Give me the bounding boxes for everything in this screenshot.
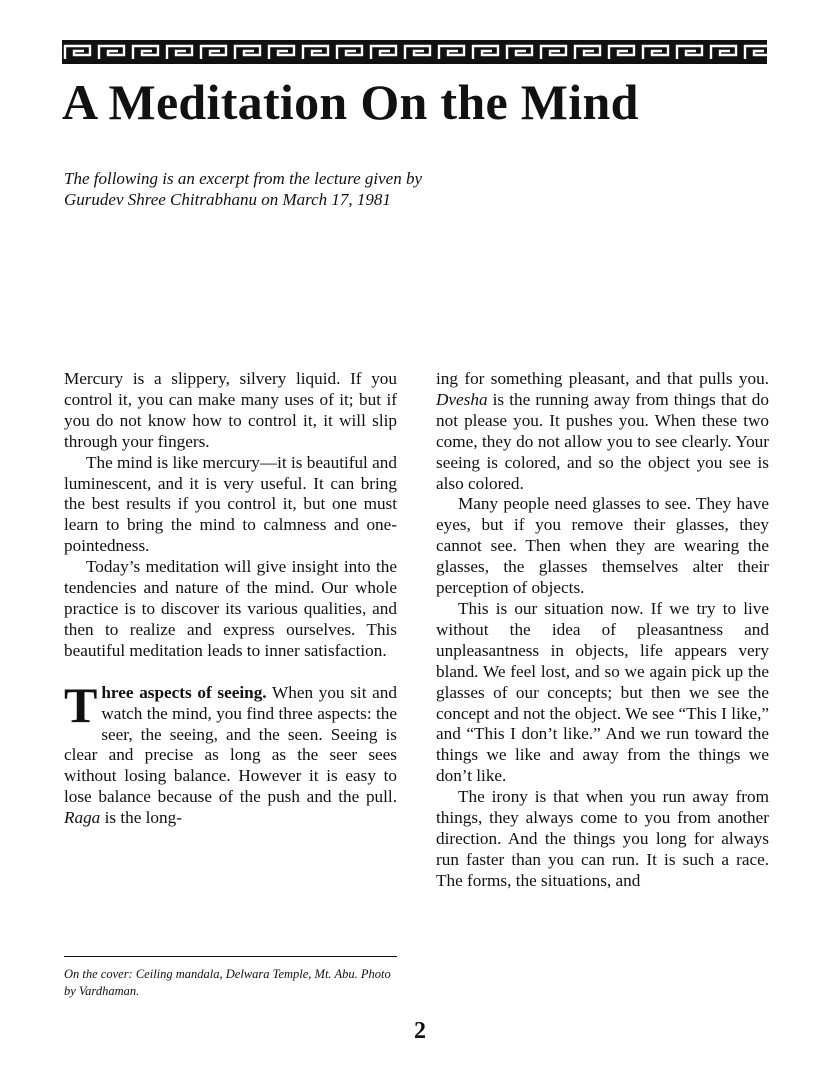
paragraph: The irony is that when you run away from things, they always come to you from another direction. And the things you long for always run faster than you can run. It is such a race. The forms, the situations, and: [436, 787, 769, 890]
section-text: When you sit and watch the mind, you find three aspects: the seer, the seeing, and the seen. Seeing is clear and precise as long as the seer sees without losing balance. However it is easy to lose balance because of the push and the pull.: [64, 682, 397, 807]
page-number: 2: [414, 1018, 426, 1044]
paragraph: Mercury is a slippery, silvery liquid. If you control it, you can make many uses of it; but if you do not know how to control it, it will slip through your fingers.: [64, 369, 397, 451]
paragraph: This is our situation now. If we try to live without the idea of pleasantness and unpleasantness in objects, life appears very bland. We feel lost, and so we again pick up the glasses of our concepts; but then we see the concept and not the object. We see “This I like,” and “This I don’t like.” And we run toward the things we like and away from the things we don’t like.: [436, 598, 769, 786]
greek-key-pattern: [62, 40, 767, 64]
paragraph-end: is the running away from things that do not please you. It pushes you. When these two come, they do not allow you to see clearly. Your seeing is colored, and so the object you see is also colored.: [436, 389, 769, 493]
paragraph: Today’s meditation will give insight into the tendencies and nature of the mind. Our whole practice is to discover its various qualities, and then to realize and express ourselves. This beautiful meditation leads to inner satisfaction.: [64, 557, 397, 660]
cover-caption: On the cover: Ceiling mandala, Delwara Temple, Mt. Abu. Photo by Vardhaman.: [64, 967, 391, 998]
section-spacer: [64, 662, 397, 683]
caption-rule: [64, 956, 397, 957]
paragraph: Many people need glasses to see. They have eyes, but if you remove their glasses, they cannot see. Then when they are wearing the glasses, the glasses themselves alter their perception of objects.: [436, 494, 769, 598]
article-title: A Meditation On the Mind: [62, 74, 639, 130]
drop-cap: T: [64, 676, 98, 733]
italic-term: Dvesha: [436, 389, 488, 409]
paragraph: The mind is like mercury—it is beautiful and luminescent, and it is very useful. It can bring the best results if you control it, but one must learn to bring the mind to calmness and one-pointedness.: [64, 452, 397, 556]
paragraph: [436, 369, 769, 494]
section-heading: hree aspects of seeing.: [101, 682, 267, 702]
section-text-end: is the long-: [100, 808, 182, 828]
italic-term: Raga: [64, 808, 101, 828]
intro-note: The following is an excerpt from the lecture given by Gurudev Shree Chitrabhanu on March 17, 1981: [64, 169, 423, 209]
right-column: [436, 369, 769, 892]
left-column: [64, 369, 397, 829]
section-paragraph: [64, 676, 397, 829]
paragraph-start: ing for something pleasant, and that pulls you.: [436, 369, 769, 388]
greek-key-border: [62, 40, 767, 64]
